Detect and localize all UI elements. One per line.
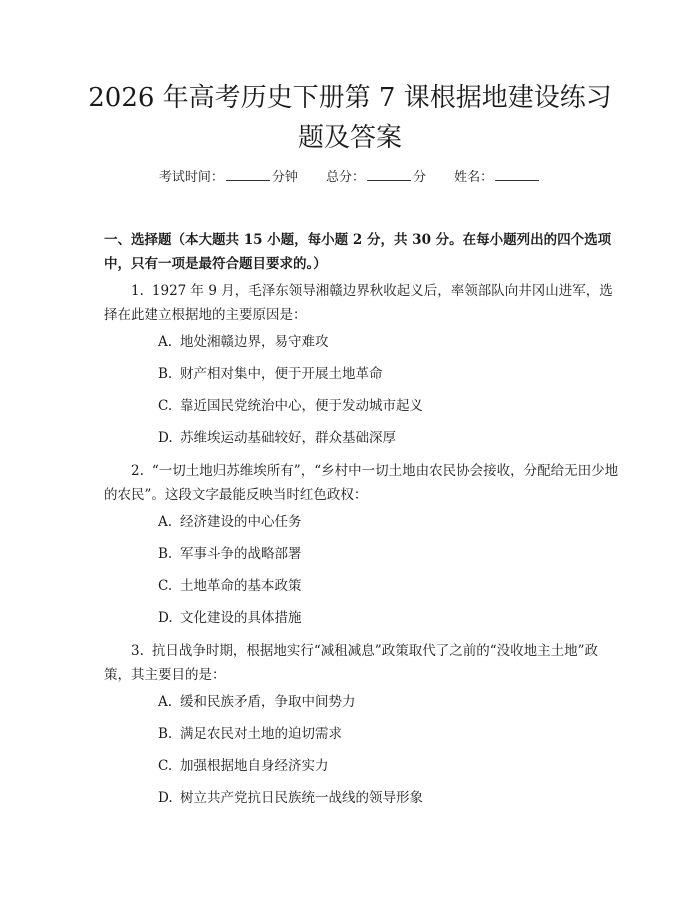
exam-info: [0, 168, 700, 188]
time-blank: [226, 168, 270, 181]
page-title: [60, 78, 640, 158]
option-letter: C.: [158, 398, 173, 414]
option-letter: D.: [158, 790, 173, 806]
question-text: “一切土地归苏维埃所有”，“乡村中一切土地由农民协会接收，分配给无田少地的农民”。这段文字最能反映当时红色政权：: [104, 463, 619, 503]
q1-option-c: [158, 396, 628, 416]
question-3: [104, 639, 624, 687]
q3-option-d: [158, 788, 628, 808]
option-text: 缓和民族矛盾，争取中间势力: [180, 694, 356, 710]
question-number: 3.: [131, 643, 144, 659]
title-line-1: 2026 年高考历史下册第 7 课根据地建设练习: [88, 83, 612, 113]
option-text: 财产相对集中，便于开展土地革命: [180, 366, 383, 382]
q1-option-a: [158, 332, 628, 352]
name-blank: [495, 168, 539, 181]
title-line-2: 题及答案: [297, 123, 402, 153]
option-text: 满足农民对土地的迫切需求: [180, 726, 342, 742]
option-letter: D.: [158, 430, 173, 446]
score-label: 总分：: [325, 170, 365, 185]
q3-option-b: [158, 724, 628, 744]
question-number: 2.: [131, 463, 144, 479]
option-text: 地处湘赣边界，易守难攻: [180, 334, 329, 350]
question-1: [104, 279, 624, 327]
q2-option-c: [158, 576, 628, 596]
time-unit: 分钟: [271, 170, 298, 185]
option-text: 经济建设的中心任务: [180, 514, 302, 530]
question-text: 1927 年 9 月，毛泽东领导湘赣边界秋收起义后，率领部队向井冈山进军，选择在此建立根据地的主要原因是：: [104, 283, 613, 323]
option-text: 苏维埃运动基础较好，群众基础深厚: [180, 430, 396, 446]
q2-option-a: [158, 512, 628, 532]
option-text: 靠近国民党统治中心，便于发动城市起义: [180, 398, 423, 414]
score-unit: 分: [413, 170, 427, 185]
total-score: [326, 168, 426, 188]
option-letter: B.: [158, 726, 173, 742]
question-2: [104, 459, 624, 507]
option-letter: A.: [158, 514, 173, 530]
option-text: 文化建设的具体措施: [180, 610, 302, 626]
option-text: 加强根据地自身经济实力: [180, 758, 329, 774]
q1-option-d: [158, 428, 628, 448]
question-number: 1.: [131, 283, 144, 299]
option-letter: A.: [158, 694, 173, 710]
q2-option-d: [158, 608, 628, 628]
student-name: [454, 168, 541, 188]
name-label: 姓名：: [454, 170, 494, 185]
q1-option-b: [158, 364, 628, 384]
option-letter: D.: [158, 610, 173, 626]
q3-option-a: [158, 692, 628, 712]
option-letter: B.: [158, 546, 173, 562]
option-letter: C.: [158, 758, 173, 774]
question-text: 抗日战争时期，根据地实行“减租减息”政策取代了之前的“没收地主土地”政策，其主要目的是：: [104, 643, 598, 683]
option-text: 树立共产党抗日民族统一战线的领导形象: [180, 790, 423, 806]
section-title: 一、选择题（本大题共 15 小题，每小题 2 分，共 30 分。在每小题列出的四个选项中，只有一项是最符合题目要求的。）: [104, 232, 612, 272]
time-label: 考试时间：: [158, 170, 224, 185]
q2-option-b: [158, 544, 628, 564]
option-letter: A.: [158, 334, 173, 350]
option-letter: B.: [158, 366, 173, 382]
option-letter: C.: [158, 578, 173, 594]
score-blank: [367, 168, 411, 181]
option-text: 军事斗争的战略部署: [180, 546, 302, 562]
option-text: 土地革命的基本政策: [180, 578, 302, 594]
exam-time: [159, 168, 298, 188]
q3-option-c: [158, 756, 628, 776]
